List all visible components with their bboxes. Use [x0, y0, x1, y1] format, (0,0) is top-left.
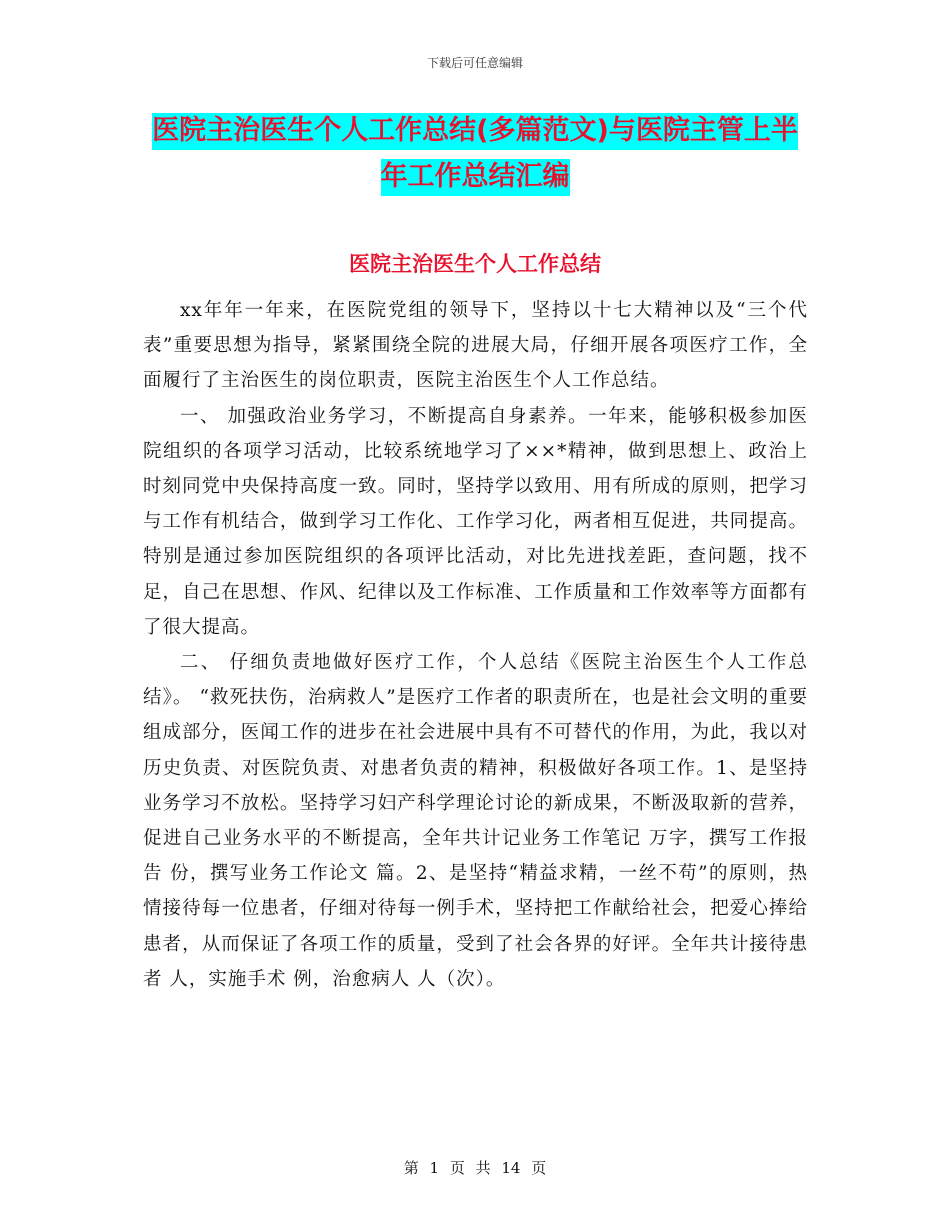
section-title: 医院主治医生个人工作总结 [349, 252, 601, 276]
header-note: 下载后可任意编辑 [426, 56, 523, 70]
document-title [140, 108, 810, 200]
paragraph-one: 一、 加强政治业务学习，不断提高自身素养。一年来，能够积极参加医院组织的各项学习活动，比较系统地学习了××*精神，做到思想上、政治上时刻同党中央保持高度一致。同时，坚持学以致用、用有所成的原则，把学习与工作有机结合，做到学习工作化、工作学习化，两者相互促进，共同提高。特别是通过参加医院组织的各项评比活动，对比先进找差距，查问题，找不足，自己在思想、作风、纪律以及工作标准、工作质量和工作效率等方面都有了很大提高。 [143, 405, 808, 638]
page-footer: 第 1 页 共 14 页 [403, 1159, 547, 1177]
document-title-highlight: 医院主治医生个人工作总结(多篇范文)与医院主管上半年工作总结汇编 [152, 113, 798, 196]
paragraph-two: 二、 仔细负责地做好医疗工作，个人总结《医院主治医生个人工作总结》。 “救死扶伤，治病救人”是医疗工作者的职责所在，也是社会文明的重要组成部分，医闻工作的进步在社会进展中具有不可替代的作用，为此，我以对历史负责、对医院负责、对患者负责的精神，积极做好各项工作。1、是坚持业务学习不放松。坚持学习妇产科学理论讨论的新成果，不断汲取新的营养，促进自己业务水平的不断提高，全年共计记业务工作笔记 万字，撰写工作报告 份，撰写业务工作论文 篇。2、是坚持“精益求精，一丝不苟”的原则，热情接待每一位患者，仔细对待每一例手术，坚持把工作献给社会，把爱心捧给患者，从而保证了各项工作的质量，受到了社会各界的好评。全年共计接待患者 人，实施手术 例，治愈病人 人（次）。 [143, 652, 808, 990]
body-text [143, 293, 808, 997]
paragraph-intro: xx年年一年来，在医院党组的领导下，坚持以十七大精神以及“三个代表”重要思想为指导，紧紧围绕全院的进展大局，仔细开展各项医疗工作，全面履行了主治医生的岗位职责，医院主治医生个人工作总结。 [143, 300, 808, 392]
